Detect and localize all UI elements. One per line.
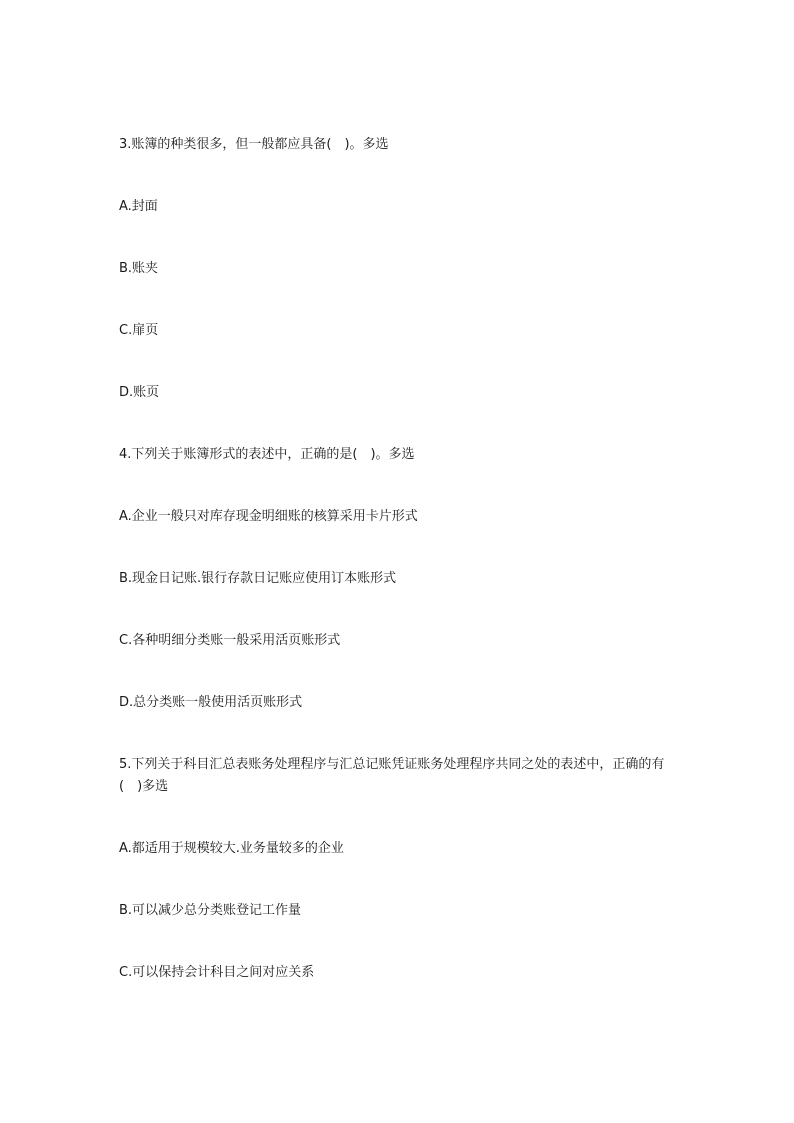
question-3-option-a: A.封面	[119, 199, 158, 214]
question-5-option-a: A.都适用于规模较大.业务量较多的企业	[119, 841, 344, 856]
question-3-option-c: C.扉页	[119, 323, 159, 338]
question-5-option-b: B.可以减少总分类账登记工作量	[119, 903, 302, 918]
question-5-stem: 5.下列关于科目汇总表账务处理程序与汇总记账凭证账务处理程序共同之处的表述中，正确的有( )多选	[119, 757, 665, 794]
question-4-option-a: A.企业一般只对库存现金明细账的核算采用卡片形式	[119, 509, 418, 524]
question-3-stem: 3.账簿的种类很多，但一般都应具备( )。多选	[119, 137, 389, 152]
question-4-option-d: D.总分类账一般使用活页账形式	[119, 695, 303, 710]
question-4-option-b: B.现金日记账.银行存款日记账应使用订本账形式	[119, 571, 397, 586]
question-4-option-c: C.各种明细分类账一般采用活页账形式	[119, 633, 341, 648]
question-list	[119, 134, 679, 984]
question-4-stem: 4.下列关于账簿形式的表述中，正确的是( )。多选	[119, 447, 415, 462]
question-5-option-c: C.可以保持会计科目之间对应关系	[119, 965, 315, 980]
question-3-option-d: D.账页	[119, 385, 160, 400]
question-3-option-b: B.账夹	[119, 261, 159, 276]
